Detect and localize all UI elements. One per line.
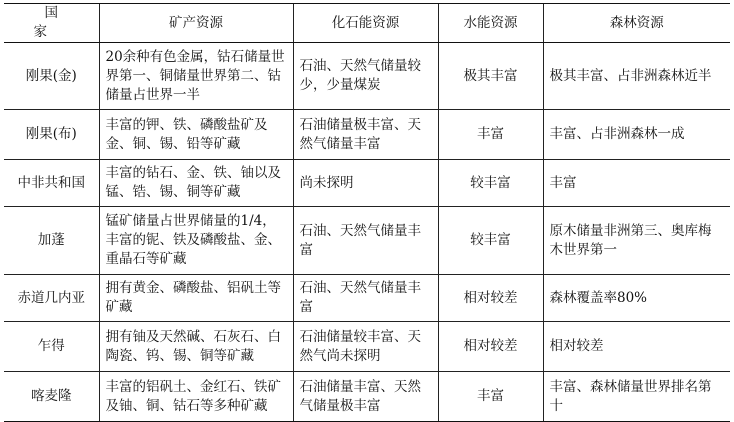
table-row xyxy=(4,110,730,160)
cell-country: 刚果(金) xyxy=(4,43,99,110)
cell-hydro: 较丰富 xyxy=(438,207,543,275)
cell-mineral: 锰矿储量占世界储量的1/4，丰富的铌、铁及磷酸盐、金、重晶石等矿藏 xyxy=(99,207,293,275)
cell-forest: 相对较差 xyxy=(543,322,730,372)
cell-country: 喀麦隆 xyxy=(4,372,99,422)
table-row xyxy=(4,372,730,422)
cell-mineral: 20余种有色金属，钴石储量世界第一、铜储量世界第二、钴储量占世界一半 xyxy=(99,43,293,110)
cell-hydro: 丰富 xyxy=(438,372,543,422)
cell-hydro: 极其丰富 xyxy=(438,43,543,110)
cell-forest: 丰富、森林储量世界排名第十 xyxy=(543,372,730,422)
table-row xyxy=(4,322,730,372)
table-header-row xyxy=(4,4,730,43)
cell-mineral: 丰富的钻石、金、铁、铀以及锰、锆、锡、铜等矿藏 xyxy=(99,160,293,207)
header-mineral: 矿产资源 xyxy=(99,4,293,43)
cell-mineral: 拥有铀及天然碱、石灰石、白陶瓷、钨、锡、铜等矿藏 xyxy=(99,322,293,372)
cell-hydro: 相对较差 xyxy=(438,275,543,322)
cell-forest: 森林覆盖率80% xyxy=(543,275,730,322)
cell-forest: 丰富、占非洲森林一成 xyxy=(543,110,730,160)
cell-hydro: 丰富 xyxy=(438,110,543,160)
cell-forest: 丰富 xyxy=(543,160,730,207)
cell-fossil: 石油、天然气储量丰富 xyxy=(293,207,438,275)
cell-fossil: 尚未探明 xyxy=(293,160,438,207)
cell-mineral: 拥有黄金、磷酸盐、铝矾土等矿藏 xyxy=(99,275,293,322)
cell-forest: 极其丰富、占非洲森林近半 xyxy=(543,43,730,110)
resource-table xyxy=(4,3,730,422)
cell-country: 中非共和国 xyxy=(4,160,99,207)
cell-fossil: 石油储量极丰富、天然气储量丰富 xyxy=(293,110,438,160)
cell-mineral: 丰富的铝矾土、金红石、铁矿及铀、铜、钴石等多种矿藏 xyxy=(99,372,293,422)
cell-country: 乍得 xyxy=(4,322,99,372)
cell-fossil: 石油、天然气储量较少，少量煤炭 xyxy=(293,43,438,110)
cell-fossil: 石油储量丰富、天然气储量极丰富 xyxy=(293,372,438,422)
table-row xyxy=(4,207,730,275)
header-fossil: 化石能资源 xyxy=(293,4,438,43)
table-row xyxy=(4,275,730,322)
cell-fossil: 石油储量较丰富、天然气尚未探明 xyxy=(293,322,438,372)
cell-country: 刚果(布) xyxy=(4,110,99,160)
header-country: 国 家 xyxy=(4,4,99,43)
cell-country: 赤道几内亚 xyxy=(4,275,99,322)
cell-fossil: 石油、天然气储量丰富 xyxy=(293,275,438,322)
cell-country: 加蓬 xyxy=(4,207,99,275)
cell-mineral: 丰富的钾、铁、磷酸盐矿及金、铜、锡、铅等矿藏 xyxy=(99,110,293,160)
table-row xyxy=(4,160,730,207)
cell-hydro: 相对较差 xyxy=(438,322,543,372)
table-row xyxy=(4,43,730,110)
cell-hydro: 较丰富 xyxy=(438,160,543,207)
cell-forest: 原木储量非洲第三、奥库梅木世界第一 xyxy=(543,207,730,275)
header-hydro: 水能资源 xyxy=(438,4,543,43)
header-forest: 森林资源 xyxy=(543,4,730,43)
